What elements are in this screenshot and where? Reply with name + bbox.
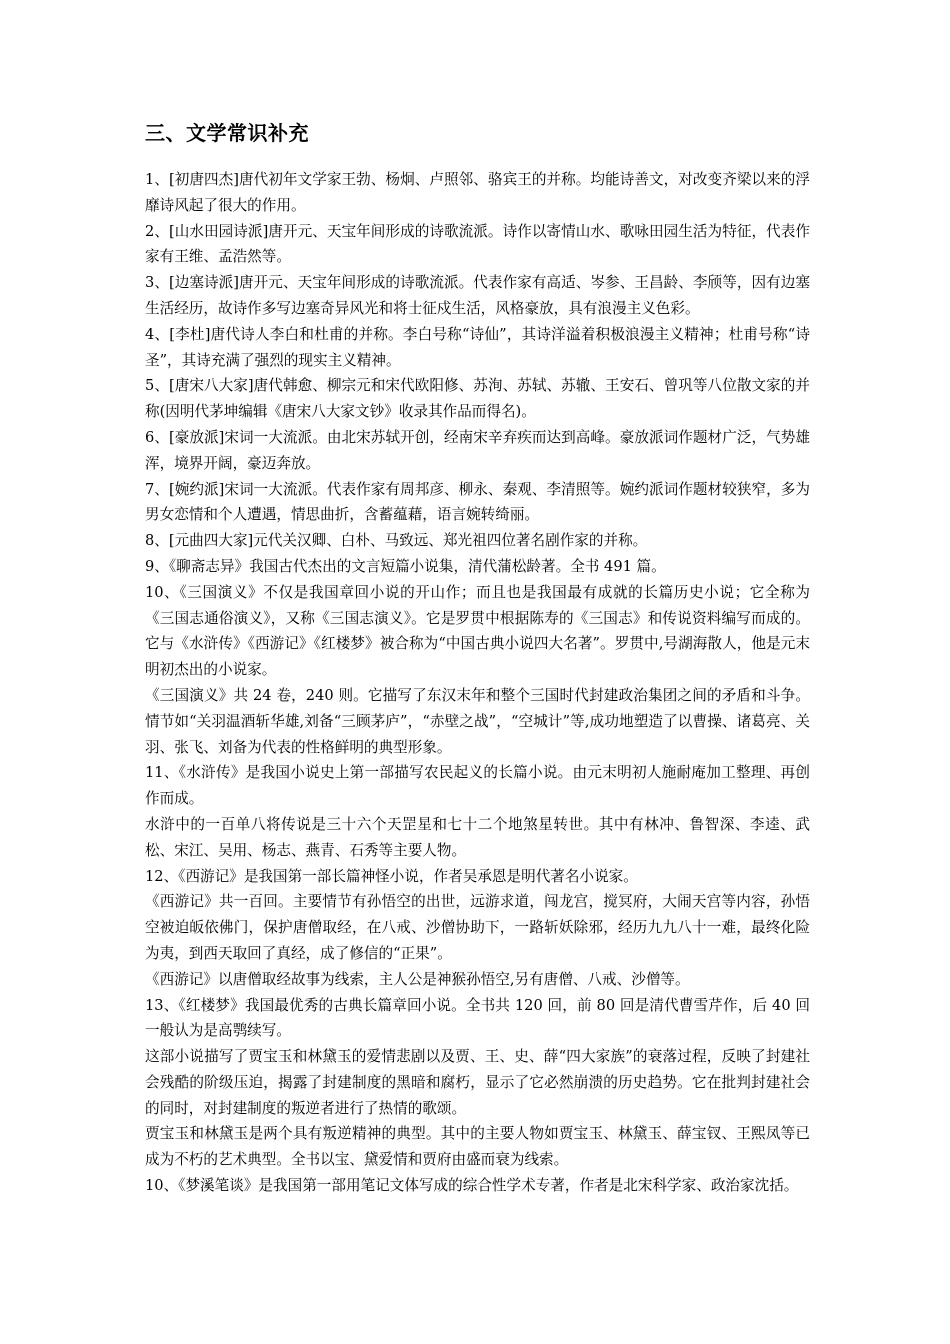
paragraph: 1、[初唐四杰]唐代初年文学家王勃、杨炯、卢照邻、骆宾王的并称。均能诗善文，对改变齐梁以来的浮靡诗风起了很大的作用。	[145, 171, 810, 214]
paragraph: 这部小说描写了贾宝玉和林黛玉的爱情悲剧以及贾、王、史、薛“四大家族”的衰落过程，反映了封建社会残酷的阶级压迫，揭露了封建制度的黑暗和腐朽，显示了它必然崩溃的历史趋势。它在批判封建社会的同时，对封建制度的叛逆者进行了热情的歌颂。	[145, 1048, 810, 1117]
paragraph: 10、《三国演义》不仅是我国章回小说的开山作；而且也是我国最有成就的长篇历史小说；它全称为《三国志通俗演义》，又称《三国志演义》。它是罗贯中根据陈寿的《三国志》和传说资料编写而成的。它与《水浒传》《西游记》《红楼梦》被合称为“中国古典小说四大名著”。罗贯中,号湖海散人，他是元末明初杰出的小说家。	[145, 583, 810, 679]
paragraph: 7、[婉约派]宋词一大流派。代表作家有周邦彦、柳永、秦观、李清照等。婉约派词作题材较狭窄，多为男女恋情和个人遭遇，情思曲折，含蓄蕴藉，语言婉转绮丽。	[145, 480, 810, 524]
section-heading: 三、文学常识补充	[145, 121, 309, 145]
paragraph: 12、《西游记》是我国第一部长篇神怪小说，作者吴承恩是明代著名小说家。	[145, 867, 638, 885]
paragraph: 《西游记》以唐僧取经故事为线索，主人公是神猴孙悟空,另有唐僧、八戒、沙僧等。	[145, 970, 690, 988]
paragraph: 贾宝玉和林黛玉是两个具有叛逆精神的典型。其中的主要人物如贾宝玉、林黛玉、薛宝钗、王熙凤等已成为不朽的艺术典型。全书以宝、黛爱情和贾府由盛而衰为线索。	[145, 1125, 810, 1169]
paragraph: 水浒中的一百单八将传说是三十六个天罡星和七十二个地煞星转世。其中有林冲、鲁智深、李逵、武松、宋江、吴用、杨志、燕青、石秀等主要人物。	[145, 815, 810, 859]
paragraph: 《三国演义》共 24 卷，240 则。它描写了东汉末年和整个三国时代封建政治集团之间的矛盾和斗争。情节如“关羽温酒斩华雄,刘备“三顾茅庐”，“赤壁之战”，“空城计”等,成功地塑造了以曹操、诸葛亮、关羽、张飞、刘备为代表的性格鲜明的典型形象。	[145, 686, 810, 756]
paragraph: 5、[唐宋八大家]唐代韩愈、柳宗元和宋代欧阳修、苏洵、苏轼、苏辙、王安石、曾巩等八位散文家的并称(因明代茅坤编辑《唐宋八大家文钞》收录其作品而得名)。	[145, 377, 810, 421]
paragraph: 3、[边塞诗派]唐开元、天宝年间形成的诗歌流派。代表作家有高适、岑参、王昌龄、李颀等，因有边塞生活经历，故诗作多写边塞奇异风光和将士征戍生活，风格豪放，具有浪漫主义色彩。	[145, 274, 810, 317]
paragraph: 《西游记》共一百回。主要情节有孙悟空的出世，远游求道，闯龙宫，搅冥府，大闹天宫等内容，孙悟空被迫皈依佛门，保护唐僧取经，在八戒、沙僧协助下，一路斩妖除邪，经历九九八十一难，最终化险为夷，到西天取回了真经，成了修信的“正果”。	[145, 893, 810, 962]
document-body	[145, 167, 810, 1199]
paragraph: 2、[山水田园诗派]唐开元、天宝年间形成的诗歌流派。诗作以寄情山水、歌咏田园生活为特征，代表作家有王维、孟浩然等。	[145, 222, 810, 266]
paragraph: 8、[元曲四大家]元代关汉卿、白朴、马致远、郑光祖四位著名剧作家的并称。	[145, 532, 648, 550]
paragraph: 11、《水浒传》是我国小说史上第一部描写农民起义的长篇小说。由元末明初人施耐庵加工整理、再创作而成。	[145, 764, 810, 808]
paragraph: 9、《聊斋志异》我国古代杰出的文言短篇小说集，清代蒲松龄著。全书 491 篇。	[145, 557, 666, 575]
paragraph: 13、《红楼梦》我国最优秀的古典长篇章回小说。全书共 120 回，前 80 回是清代曹雪芹作，后 40 回一般认为是高鹗续写。	[145, 996, 810, 1040]
document-page	[145, 118, 810, 1199]
paragraph: 6、[豪放派]宋词一大流派。由北宋苏轼开创，经南宋辛弃疾而达到高峰。豪放派词作题材广泛，气势雄浑，境界开阔，豪迈奔放。	[145, 428, 810, 472]
paragraph: 4、[李杜]唐代诗人李白和杜甫的并称。李白号称“诗仙”，其诗洋溢着积极浪漫主义精神；杜甫号称“诗圣”，其诗充满了强烈的现实主义精神。	[145, 325, 810, 369]
paragraph: 10、《梦溪笔谈》是我国第一部用笔记文体写成的综合性学术专著，作者是北宋科学家、政治家沈括。	[145, 1177, 799, 1195]
